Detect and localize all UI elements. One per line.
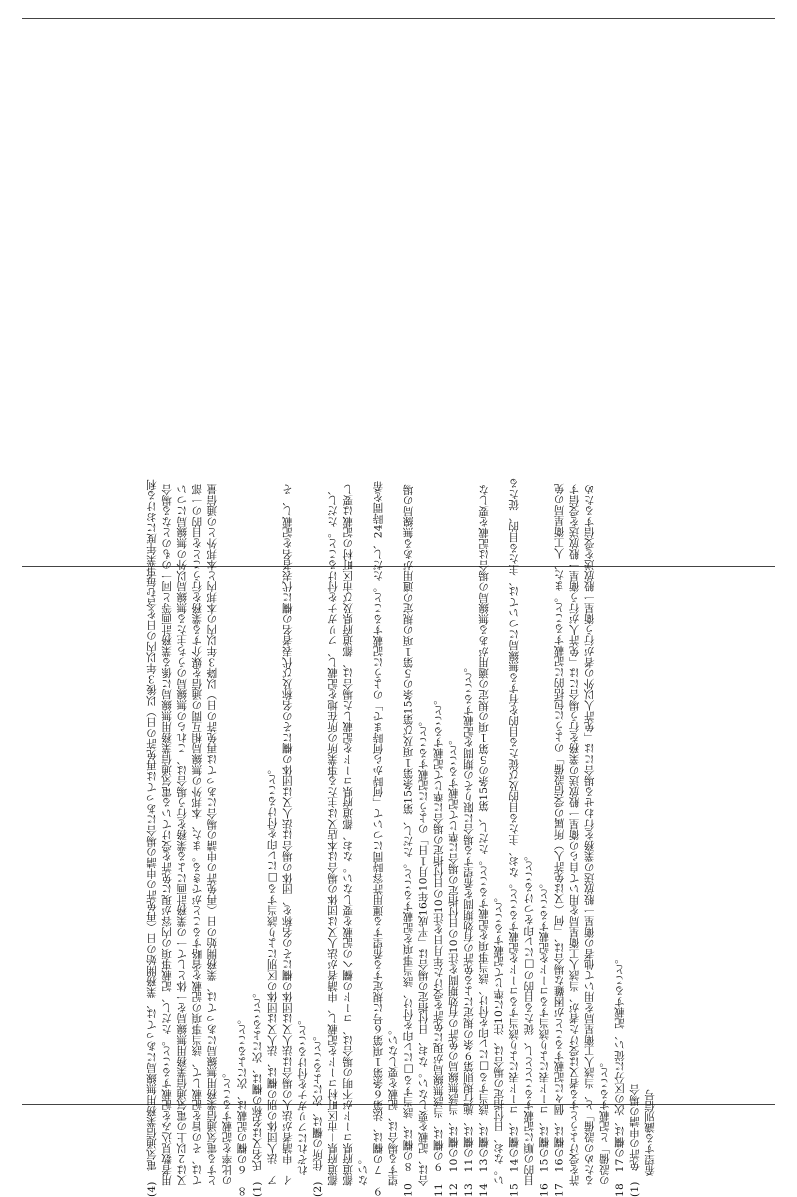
paragraph-18: 18 17の欄は、次の区分に従い、記載すること。	[613, 953, 626, 1197]
paragraph-15: 15 14の欄は、コード表により該当するコードを記載すること。なお、主たる目的及び従たる目的を有する無線局については、主たる目的、従たる目的の順に記載することとし、従たる目的の□にレ印をつけること。	[508, 478, 536, 1197]
rotated-text-region	[40, 478, 760, 1197]
paragraph-8-1-i: イ 申請者が法人の場合は法人又は団体の欄にその名称を、団体の場合は法人又は団体の欄にその名称及び代表者名の欄に代表者名を記載し、それぞれにフリガナを付けること。	[281, 484, 309, 1187]
paragraph-8-2-body: 都道府県－市区町村コードを記載し、申請者が法人又は団体の場合は本店又は主たる事業所の所在地を記載し、フリガナを付けること。ただし、都道府県コードが不明の場合は、コードの欄への記載を要しない。なお、都道府県コードを記載した場合は、都道府県及び市区町村の記載は要しない。	[327, 484, 370, 1187]
paragraph-8-1-a: ア 法人団体の別の欄は、法人又は団体の区別により該当する□にレ印を付けること。	[266, 763, 279, 1187]
paragraph-9: ９ ７の欄は、法第６条第１項第６号に規定する希望する運用許容時間について「何時から何時まで」のように記載すること。ただし、24時間を希望する場合は、記載を要しない。	[372, 481, 400, 1197]
paragraph-13: 13 11の欄は、施行規則第９条の規定による免許の有効期間を希望する場合に限りその期間を記載すること。	[462, 661, 475, 1197]
paragraph-8: ８ ６の欄の記載は、次によること。	[236, 1013, 249, 1197]
paragraph-16: 16 15の欄は、コード表により該当するコードを記載すること。	[538, 877, 551, 1197]
paragraph-11: 11 ９の欄は、当該無線局が現に免許を受けた年月日を注10の日付指定の場合に準じて記載すること。	[432, 694, 445, 1197]
paragraph-10: 10 ８の欄は、該当する□にレ印を付け、該当事項を記載すること。ただし、第15条第１項及び第15条の５第１項の規定の適用がある無線局の場合は、記載を要しない。なお、日付指定の場合は「平成16年10月１日」のように記載すること。	[402, 484, 430, 1197]
paragraph-12: 12 10の欄は、当該無線局の免許の有効期間を注10の日付指定の場合に準じて記載すること。	[447, 734, 460, 1197]
top-rule	[22, 18, 775, 19]
paragraph-18-1: (1) 免許の申請の場合	[629, 1084, 641, 1197]
rotated-text-block	[145, 477, 655, 1197]
paragraph-8-1: (1) 氏名又は名称の欄は、次によること。	[251, 986, 264, 1197]
paragraph-17: 17 16の欄は、個々に記載することが困難な場合は、「何（又は免許人）所属の受信設備」のように包括的に記載すること。また、人工衛星局の免許を受けようとする者又は受けた者が、当該人工衛星局を用いて自らの衛星一般放送の業務を行う場合には「免許人が行う衛星一般放送を受信するための設備」と、当該人工衛星局を用いて他者の衛星一般放送の業務を行わせる場合には「免許人以外の者が行う衛星一般放送を受信するための設備」と記載すること。	[553, 483, 611, 1197]
paragraph-18-1-body: 希望する識別信号	[644, 1089, 657, 1176]
paragraph-4: (4) 電気通信業務用無線局にあっては、業務開始の日（再免許の申請の場合にあっては再免許の日）以後３年以内の日を含む毎事業年度における利用者数見込みを記載すること。ただし、記載事項の内容が現に免許を受けている電気通信業務用無線局に係る業務計画等と同一のものとなる場合又は２以上の電気通信業務用無線局を一体として一の業務計画による業務を行う場合は、これらの無線局のうち主たる無線局以外の無線局については、その旨を記載して、該当事項の記載を省略することができる。また、本邦外の無線局相互間の通信を媒介する業務を行うことを目的の一部とする電気通信業務用無線局にあっては、業務開始の日（再免許の申請の場合にあっては再免許の日）以降３年以内の本邦内と本邦外との通信量の比率を記載すること。	[146, 479, 234, 1197]
paragraph-14: 14 13の欄は、該当する□にレ印を付け、該当事項を記載すること。ただし、第15条の５第１項の規定の適用がある無線局の場合は記載を要しない。なお、日付指定の場合は、注10に準じて記載すること。	[478, 484, 506, 1197]
paragraph-8-2: (2) 住所の欄は、次によること。	[312, 1030, 325, 1197]
